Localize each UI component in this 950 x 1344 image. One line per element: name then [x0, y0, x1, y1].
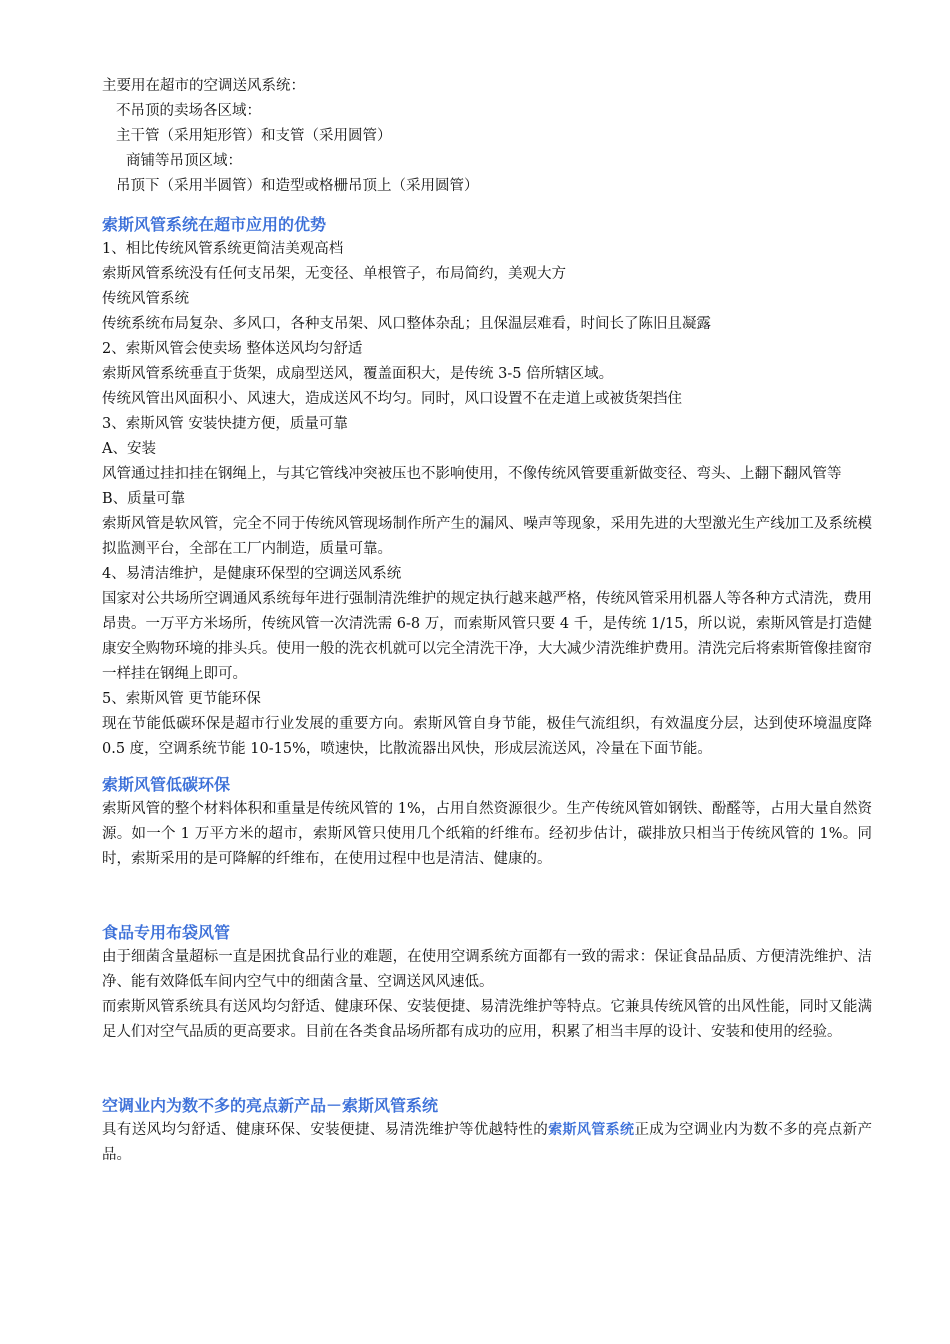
section-heading: 空调业内为数不多的亮点新产品－索斯风管系统 — [102, 1096, 439, 1115]
section-heading: 食品专用布袋风管 — [102, 923, 231, 942]
paragraph: 风管通过挂扣挂在钢绳上，与其它管线冲突被压也不影响使用，不像传统风管要重新做变径、弯头、上翻下翻风管等 — [102, 466, 842, 482]
paragraph: 1、相比传统风管系统更简洁美观高档 — [102, 241, 344, 257]
paragraph: A、安装 — [102, 441, 156, 457]
document-body — [102, 74, 872, 1168]
paragraph: 国家对公共场所空调通风系统每年进行强制清洗维护的规定执行越来越严格，传统风管采用机器人等各种方式清洗，费用昂贵。一万平方米场所，传统风管一次清洗需 6-8 万，而索斯风管只要 4 千，是传统 1/15，所以说，索斯风管是打造健康安全购物环境的排头兵。使用一般的洗衣机就可以完全清洗干净，大大减少清洗维护费用。清洗完后将索斯管像挂窗帘一样挂在钢绳上即可。 — [102, 591, 872, 682]
intro-line: 商铺等吊顶区域： — [126, 153, 242, 169]
paragraph: 索斯风管是软风管，完全不同于传统风管现场制作所产生的漏风、噪声等现象，采用先进的大型激光生产线加工及系统模拟监测平台，全部在工厂内制造，质量可靠。 — [102, 516, 872, 557]
product-link[interactable]: 索斯风管系统 — [548, 1122, 635, 1138]
paragraph: B、质量可靠 — [102, 491, 186, 507]
paragraph: 传统风管系统 — [102, 291, 189, 307]
paragraph: 传统系统布局复杂、多风口，各种支吊架、风口整体杂乱；且保温层难看，时间长了陈旧且凝露 — [102, 316, 711, 332]
paragraph: 索斯风管系统垂直于货架，成扇型送风，覆盖面积大，是传统 3-5 倍所辖区域。 — [102, 366, 614, 382]
section-heading: 索斯风管低碳环保 — [102, 775, 231, 794]
paragraph: 5、索斯风管 更节能环保 — [102, 691, 261, 707]
paragraph: 传统风管出风面积小、风速大，造成送风不均匀。同时，风口设置不在走道上或被货架挡住 — [102, 391, 682, 407]
paragraph: 而索斯风管系统具有送风均匀舒适、健康环保、安装便捷、易清洗维护等特点。它兼具传统风管的出风性能，同时又能满足人们对空气品质的更高要求。目前在各类食品场所都有成功的应用，积累了相当丰厚的设计、安装和使用的经验。 — [102, 999, 872, 1040]
intro-line: 主干管（采用矩形管）和支管（采用圆管） — [116, 128, 392, 144]
intro-line: 不吊顶的卖场各区域： — [116, 103, 261, 119]
paragraph — [102, 1118, 872, 1168]
paragraph-text: 正成为空调业内为数不多的亮点新产品。 — [102, 1122, 873, 1163]
paragraph: 4、易清洁维护，是健康环保型的空调送风系统 — [102, 566, 402, 582]
paragraph: 现在节能低碳环保是超市行业发展的重要方向。索斯风管自身节能，极佳气流组织，有效温度分层，达到使环境温度降 0.5 度，空调系统节能 10-15%，喷速快，比散流器出风快，形成层流送风，冷量在下面节能。 — [102, 716, 872, 757]
paragraph: 3、索斯风管 安装快捷方便，质量可靠 — [102, 416, 348, 432]
paragraph-text: 具有送风均匀舒适、健康环保、安装便捷、易清洗维护等优越特性的 — [102, 1122, 549, 1138]
intro-line: 吊顶下（采用半圆管）和造型或格栅吊顶上（采用圆管） — [116, 178, 479, 194]
paragraph: 2、索斯风管会使卖场 整体送风均匀舒适 — [102, 341, 363, 357]
paragraph: 索斯风管系统没有任何支吊架，无变径、单根管子，布局简约，美观大方 — [102, 266, 566, 282]
intro-line: 主要用在超市的空调送风系统： — [102, 78, 305, 94]
section-heading: 索斯风管系统在超市应用的优势 — [102, 215, 327, 234]
paragraph: 由于细菌含量超标一直是困扰食品行业的难题，在使用空调系统方面都有一致的需求：保证食品品质、方便清洗维护、洁净、能有效降低车间内空气中的细菌含量、空调送风风速低。 — [102, 949, 872, 990]
paragraph: 索斯风管的整个材料体积和重量是传统风管的 1%，占用自然资源很少。生产传统风管如钢铁、酚醛等，占用大量自然资源。如一个 1 万平方米的超市，索斯风管只使用几个纸箱的纤维布。经初步估计，碳排放只相当于传统风管的 1%。同时，索斯采用的是可降解的纤维布，在使用过程中也是清洁、健康的。 — [102, 801, 872, 867]
